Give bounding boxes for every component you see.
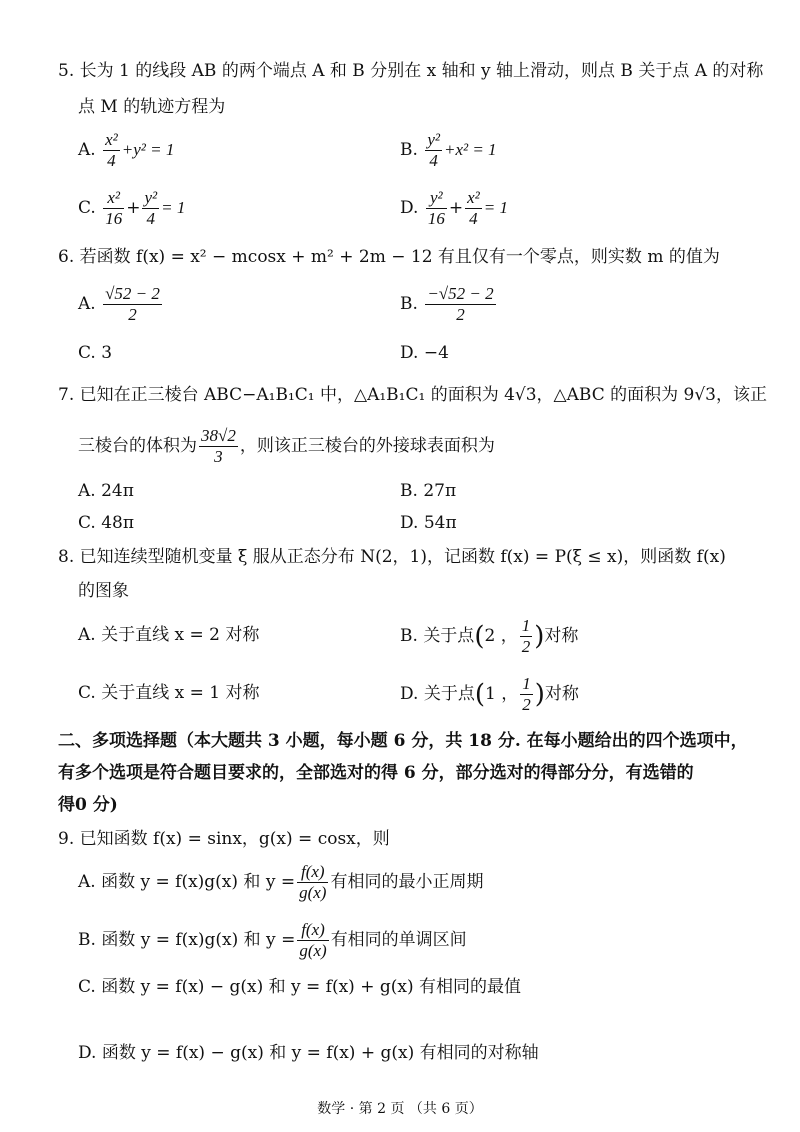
q7-option-b: B. 27π [400, 481, 457, 501]
q5-stem-line2: 点 M 的轨迹方程为 [78, 97, 226, 117]
q5-option-c: C. $\frac{\text{x²}}{16}$ + $\frac{\text{y²}}{4}$ = 1 [78, 188, 186, 228]
q5-option-a: A. $\frac{\text{x²}}{4}$ +y² = 1 [78, 130, 175, 170]
q8-option-b: B. 关于点(2 ， $\frac{1}{2}$ )对称 [400, 616, 579, 656]
q5-option-d: D. $\frac{\text{y²}}{16}$ + $\frac{\text{x²}}{4}$ = 1 [400, 188, 508, 228]
q8-stem-line1: 8. 已知连续型随机变量 ξ 服从正态分布 N(2，1)，记函数 f(x) = P(ξ ≤ x)，则函数 f(x) [58, 547, 726, 567]
page-footer: 数学 · 第 2 页 （共 6 页） [317, 1101, 483, 1117]
q9-option-c: C. 函数 y = f(x) − g(x) 和 y = f(x) + g(x) 有相同的最值 [78, 977, 522, 997]
q5-option-b: B. $\frac{\text{y²}}{4}$ +x² = 1 [400, 130, 497, 170]
q8-option-d: D. 关于点(1 ， $\frac{1}{2}$ )对称 [400, 674, 579, 714]
section2-line3: 得0 分) [58, 795, 118, 815]
q9-option-a: A. 函数 y = f(x)g(x) 和 y = $\frac{f(x)}{g(x)}$ 有相同的最小正周期 [78, 862, 484, 902]
q6-option-a: A. $\frac{√52 - 2}{2}$ [78, 284, 160, 324]
q8-stem-line2: 的图象 [78, 581, 129, 601]
q5-stem-line1: 5. 长为 1 的线段 AB 的两个端点 A 和 B 分别在 x 轴和 y 轴上滑动，则点 B 关于点 A 的对称 [58, 61, 764, 81]
q9-stem: 9. 已知函数 f(x) = sinx，g(x) = cosx，则 [58, 829, 390, 849]
q7-stem-line2: 三棱台的体积为 $\frac{38√2}{3}$ ，则该正三棱台的外接球表面积为 [78, 426, 495, 466]
q8-option-c: C. 关于直线 x = 1 对称 [78, 683, 260, 703]
q6-option-d: D. −4 [400, 343, 449, 363]
q9-option-d: D. 函数 y = f(x) − g(x) 和 y = f(x) + g(x) 有相同的对称轴 [78, 1043, 539, 1063]
q8-option-a: A. 关于直线 x = 2 对称 [78, 625, 260, 645]
q9-option-b: B. 函数 y = f(x)g(x) 和 y = $\frac{f(x)}{g(x)}$ 有相同的单调区间 [78, 920, 467, 960]
q6-option-b: B. $\frac{-√52 - 2}{2}$ [400, 284, 494, 324]
q6-stem: 6. 若函数 f(x) = x² − mcosx + m² + 2m − 12 有且仅有一个零点，则实数 m 的值为 [58, 247, 720, 267]
section2-line1: 二、多项选择题（本大题共 3 小题，每小题 6 分，共 18 分. 在每小题给出的四个选项中， [58, 731, 748, 751]
section2-line2: 有多个选项是符合题目要求的，全部选对的得 6 分，部分选对的得部分分，有选错的 [58, 763, 694, 783]
q6-option-c: C. 3 [78, 343, 113, 363]
q7-option-c: C. 48π [78, 513, 135, 533]
q7-stem-line1: 7. 已知在正三棱台 ABC−A₁B₁C₁ 中，△A₁B₁C₁ 的面积为 4√3，△ABC 的面积为 9√3，该正 [58, 385, 767, 405]
q7-option-d: D. 54π [400, 513, 457, 533]
q7-option-a: A. 24π [78, 481, 134, 501]
